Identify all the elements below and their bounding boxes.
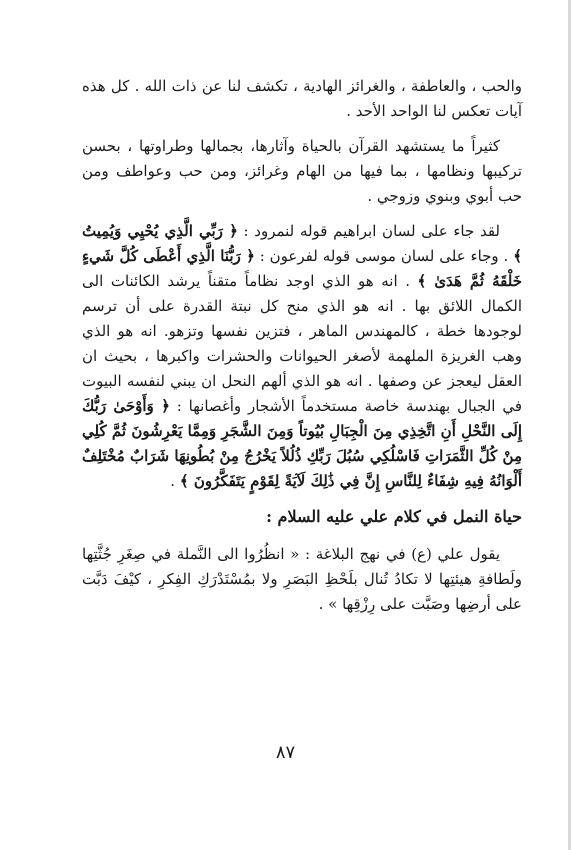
paragraph-ant [82,542,522,617]
quran-verse-musa: ﴿ رَبُّنَا الَّذِي أَعْطَى كُلَّ شَيءٍ خَلْقَهُ ثُمَّ هَدَىٰ ﴾ [82,247,522,290]
paragraph-creation [82,219,522,494]
quran-verse-ibrahim: ﴿ رَبِّي الَّذِي يُحْيِي وَيُمِيتُ ﴾ [82,222,522,265]
page-number: ٨٧ [275,742,296,763]
paragraph-text: والحب ، والعاطفة ، والغرائز الهادية ، تكشف لنا عن ذات الله . كل هذه آيات تعكس لنا الواحد الأحد . [82,77,522,120]
paragraph-text: يقول علي (ع) في نهج البلاغة : « انظُرُوا الى النَّملة في صِغَرِ جُثَّتِها ولَطافةِ هيئتِها لا تكادُ تُنال بلَحْظِ البَصَرِ ولا بمُسْتَدْرَكِ الفِكرِ ، كيْفَ دَبَّت على أرضِها وصَبَّت على رِزْقِها » . [82,545,522,613]
quran-verse-bees: ﴿ وَأَوْحَىٰ رَبُّكَ إِلَى النَّحْلِ أَنِ اتَّخِذِي مِنَ الْجِبَالِ بُيُوتاً وَمِنَ الشَّجَرِ وَمِمَّا يَعْرِشُونَ ثُمَّ كُلِي مِنْ كُلِّ الثَّمَرَاتِ فَاسْلُكِي سُبُلَ رَبِّكِ ذُلُلاً يَخْرُجُ مِنْ بُطُونِهَا شَرَابٌ مُخْتَلِفٌ أَلْوَانُهُ فِيهِ شِفَاءٌ لِلنَّاسِ إِنَّ فِي ذَٰلِكَ لَآيَةً لِقَوْمٍ يَتَفَكَّرُونَ ﴾ [82,397,522,490]
section-heading: حياة النمل في كلام علي عليه السلام : [266,507,522,526]
paragraph-text: . انه هو الذي اوجد نظاماً متقناً يرشد الكائنات الى الكمال اللائق بها . انه هو الذي منح كل نبتة القدرة على أن ترسم لوجودها خطة ، كالمهندس الماهر ، فتزين نفسها وتزهو. انه هو الذي وهب الغريزة الملهمة لأصغر الحيوانات والحشرات واكبرها ، بحيث ان العقل ليعجز عن وصفها . انه هو الذي ألهم النحل ان يبني لنفسه البيوت في الجبال بهندسة خاصة مستخدماً الأشجار وأغصانها : [82,272,522,415]
paragraph-intro [82,74,522,124]
paragraph-text: لقد جاء على لسان ابراهيم قوله لنمرود : [237,222,500,240]
paragraph-quran-life [82,134,522,209]
page-body [82,74,522,617]
paragraph-text: كثيراً ما يستشهد القرآن بالحياة وآثارها، بجمالها وطراوتها ، بحسن تركيبها ونظامها ، بما فيها من الهام وغرائز، ومن حب وعواطف ومن حب أبوي وبنوي وزوجي . [82,137,522,205]
paragraph-text: . [170,472,180,490]
paragraph-text: . وجاء على لسان موسى قوله لفرعون : [254,247,514,265]
